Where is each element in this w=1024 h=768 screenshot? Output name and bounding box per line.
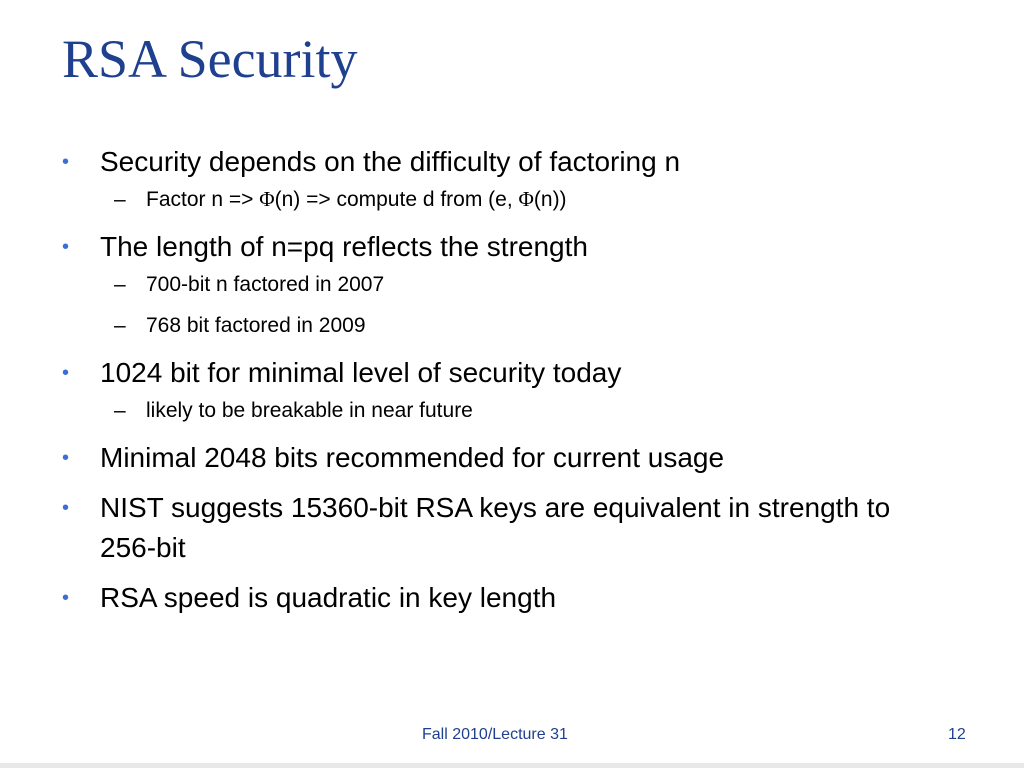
sub-bullet-item xyxy=(62,184,962,215)
bullet-text: The length of n=pq reflects the strength xyxy=(100,231,588,262)
bullet-text: NIST suggests 15360-bit RSA keys are equivalent in strength to 256-bit xyxy=(100,492,891,563)
phi-symbol: Φ xyxy=(518,187,534,211)
bullet-text: 1024 bit for minimal level of security today xyxy=(100,357,622,388)
dash-marker-icon: – xyxy=(114,273,126,296)
bullet-text: Security depends on the difficulty of factoring n xyxy=(100,146,681,177)
bullet-item xyxy=(62,488,920,568)
slide-title: RSA Security xyxy=(62,29,358,89)
dash-marker-icon: – xyxy=(114,188,126,211)
sub-bullet-text-part: (n)) xyxy=(533,188,567,211)
sub-bullet-text: 768 bit factored in 2009 xyxy=(146,314,366,337)
dash-marker-icon: – xyxy=(114,314,126,337)
bullet-item xyxy=(62,578,962,618)
sub-bullet-text: 700-bit n factored in 2007 xyxy=(146,273,385,296)
bullet-dot-icon: • xyxy=(62,151,70,173)
bullet-item xyxy=(62,438,962,478)
bullet-dot-icon: • xyxy=(62,447,70,469)
bullet-dot-icon: • xyxy=(62,362,70,384)
phi-symbol: Φ xyxy=(259,187,275,211)
bullet-text: RSA speed is quadratic in key length xyxy=(100,582,557,613)
sub-bullet-text-part: Factor n => xyxy=(146,188,260,211)
bullet-dot-icon: • xyxy=(62,236,70,258)
sub-bullet-item xyxy=(62,395,962,426)
bullet-item xyxy=(62,227,962,267)
bottom-divider xyxy=(0,763,1024,768)
bullet-text: Minimal 2048 bits recommended for current usage xyxy=(100,442,725,473)
slide-body xyxy=(62,142,962,618)
sub-bullet-item xyxy=(62,310,962,341)
sub-bullet-text-part: (n) => compute d from (e, xyxy=(274,188,519,211)
bullet-item xyxy=(62,142,962,182)
bullet-dot-icon: • xyxy=(62,587,70,609)
slide-number: 12 xyxy=(948,726,966,743)
sub-bullet-text: likely to be breakable in near future xyxy=(146,399,473,422)
sub-bullet-item xyxy=(62,269,962,300)
footer-lecture-label: Fall 2010/Lecture 31 xyxy=(422,726,568,743)
bullet-dot-icon: • xyxy=(62,497,70,519)
bullet-item xyxy=(62,353,962,393)
dash-marker-icon: – xyxy=(114,399,126,422)
